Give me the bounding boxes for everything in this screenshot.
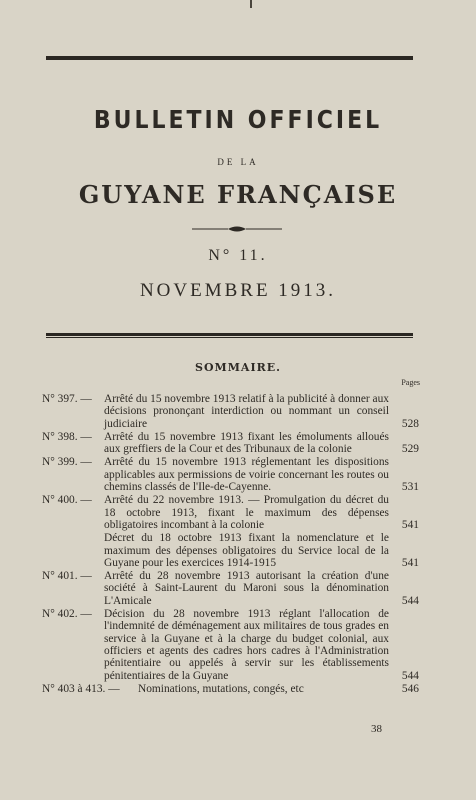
toc-entry	[42, 683, 419, 695]
top-rule	[46, 56, 413, 60]
entry-page: 544	[401, 594, 419, 607]
binding-mark	[250, 0, 252, 8]
toc-entry	[42, 532, 419, 569]
bulletin-title: BULLETIN OFFICIEL	[93, 106, 383, 135]
entry-text: Arrêté du 15 novembre 1913 relatif à la publicité à donner aux décisions prononçant interdiction ou nommant un conseil judiciaire	[104, 393, 389, 430]
section-rule-thick	[46, 333, 413, 336]
toc-entry	[42, 431, 419, 456]
table-of-contents	[42, 393, 419, 695]
title-connector: DE LA	[217, 157, 259, 167]
entry-number: N° 400. —	[42, 494, 92, 507]
entry-number: N° 397. —	[42, 393, 92, 405]
toc-entry	[42, 393, 419, 430]
entry-number: N° 402. —	[42, 608, 92, 621]
entry-page: 541	[401, 518, 419, 531]
ornament-divider	[192, 225, 282, 233]
entry-number	[42, 532, 104, 569]
toc-entry	[42, 570, 419, 607]
pages-column-label: Pages	[401, 378, 420, 387]
toc-entry	[42, 608, 419, 682]
entry-page: 541	[401, 556, 419, 569]
toc-entry	[42, 494, 419, 531]
entry-page: 531	[401, 481, 419, 494]
toc-entry	[42, 456, 419, 493]
entry-page: 544	[401, 669, 419, 682]
entry-page: 546	[401, 682, 419, 695]
entry-text: Arrêté du 22 novembre 1913. — Promulgation du décret du 18 octobre 1913, fixant le maximum des dépenses obligatoires incombant à la colonie	[104, 494, 389, 531]
issue-date: NOVEMBRE 1913.	[139, 280, 337, 301]
entry-number: N° 403 à 413. —	[42, 682, 120, 695]
entry-text: Décision du 28 novembre 1913 réglant l'allocation de l'indemnité de déménagement aux militaires de tous grades en service à la Guyane et à la charge du budget colonial, aux officiers et agents des cadres hors cadres à l'Administration pénitentiaire ou appelés à servir sur les établissements pénitentiaires de la Guyane	[104, 608, 389, 682]
entry-number: N° 399. —	[42, 456, 92, 469]
entry-text: Arrêté du 15 novembre 1913 réglementant les dispositions applicables aux permissions de voirie concernant les routes ou chemins classés de l'Ile-de-Cayenne.	[104, 456, 389, 494]
section-rule-thin	[46, 337, 413, 338]
entry-text: Arrêté du 28 novembre 1913 autorisant la création d'une société à Saint-Laurent du Maroni sous la dénomination L'Amicale	[104, 570, 389, 607]
entry-number: N° 398. —	[42, 430, 92, 443]
entry-page: 528	[401, 417, 419, 430]
entry-page: 529	[401, 443, 419, 456]
entry-text: Nominations, mutations, congés, etc	[138, 682, 304, 695]
entry-text: Arrêté du 15 novembre 1913 fixant les émoluments alloués aux greffiers de la Cour et des Tribunaux de la colonie	[104, 430, 389, 456]
entry-text: Décret du 18 octobre 1913 fixant la nomenclature et le maximum des dépenses obligatoires du Service local de la Guyane pour les exercices 1914-1915	[104, 532, 389, 569]
summary-heading: SOMMAIRE.	[195, 361, 281, 374]
page-folio: 38	[371, 723, 382, 735]
entry-number: N° 401. —	[42, 570, 92, 583]
colony-title: GUYANE FRANÇAISE	[78, 180, 398, 209]
issue-number: N° 11.	[208, 247, 268, 264]
